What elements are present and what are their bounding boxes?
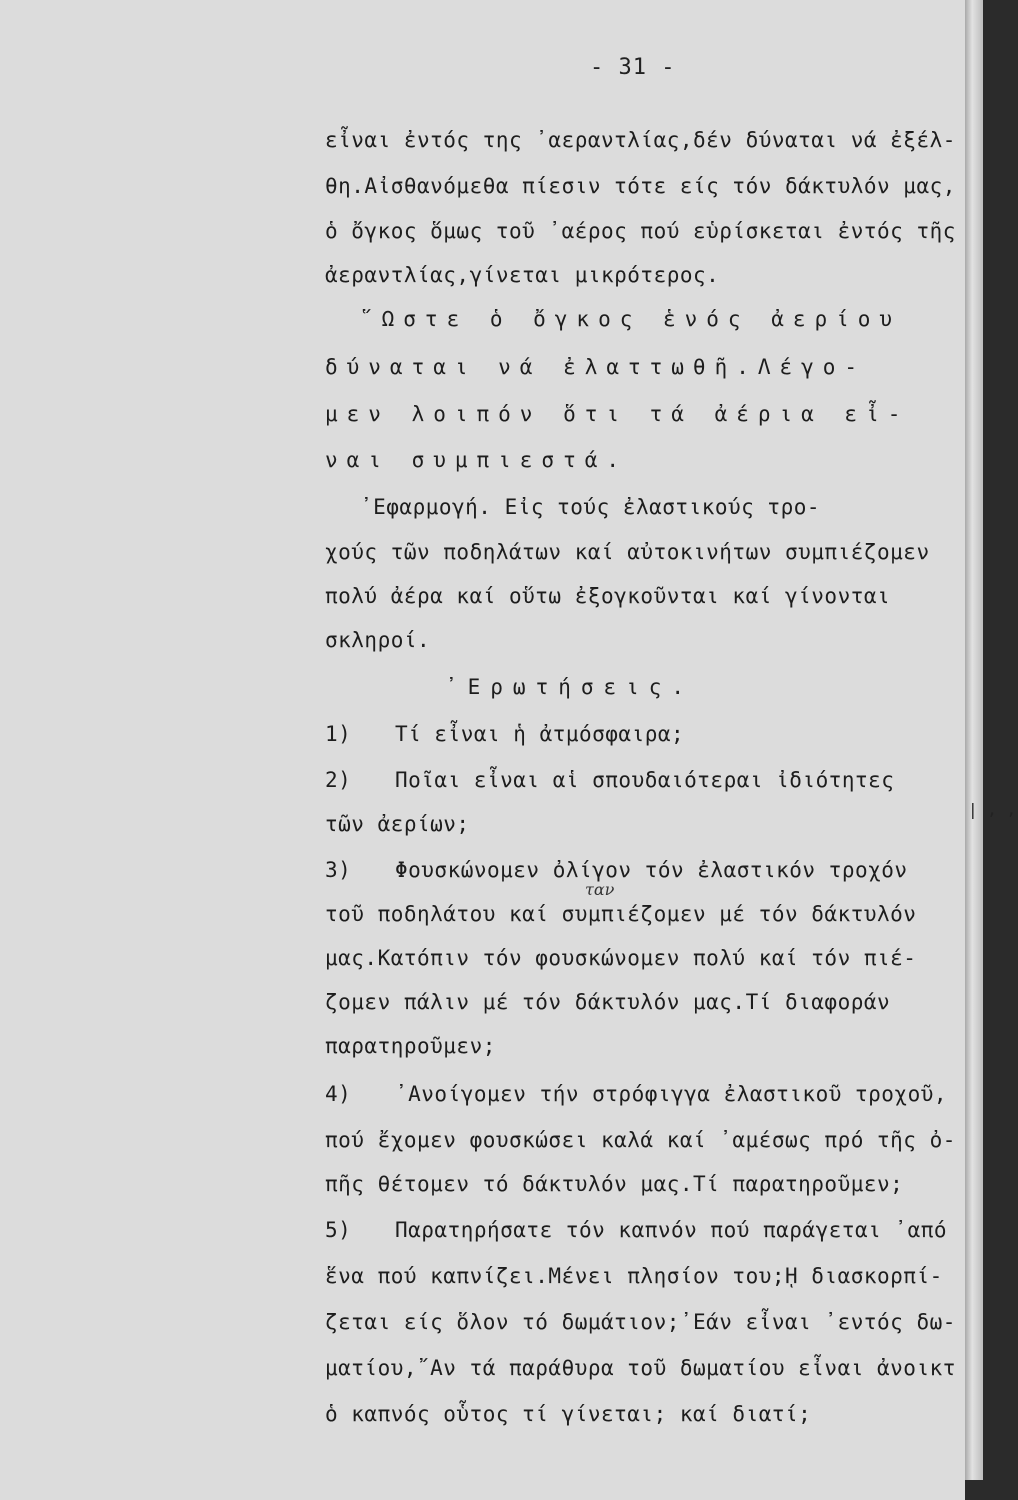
text-line: πολύ ἀέρα καί οὕτω ἐξογκοῦνται καί γίνονται — [325, 584, 891, 608]
question-number: 2) — [325, 768, 352, 792]
question-number: 1) — [325, 722, 352, 746]
handwritten-correction: ταν — [585, 880, 615, 899]
text-line: μεν λοιπόν ὅτι τά ἀέρια εἶ- — [325, 402, 910, 426]
page-edge — [965, 0, 983, 1480]
question-line — [325, 722, 684, 746]
text-line: δύναται νά ἐλαττωθῆ.Λέγο- — [325, 355, 867, 379]
question-number: 5) — [325, 1218, 352, 1242]
text-line: ναι συμπιεστά. — [325, 448, 629, 472]
question-text: ᾽Ανοίγομεν τήν στρόφιγγα ἐλαστικοῦ τροχοῦ, — [395, 1082, 948, 1106]
text-line: τοῦ ποδηλάτου καί συμπιέζομεν μέ τόν δάκτυλόν — [325, 902, 917, 926]
page-number: - 31 - — [590, 55, 676, 80]
text-line: ᾽Εφαρμογή. Εἰς τούς ἐλαστικούς τρο- — [360, 495, 821, 519]
question-number: 4) — [325, 1082, 352, 1106]
question-text: Φουσκώνομεν ὀλίγον τόν ἐλαστικόν τροχόν — [395, 858, 908, 882]
section-heading: ᾽Ερωτήσεις. — [445, 675, 695, 699]
question-line — [325, 1218, 947, 1242]
text-line: σκληροί. — [325, 628, 431, 652]
question-text: Παρατηρήσατε τόν καπνόν πού παράγεται ᾽από — [395, 1218, 948, 1242]
text-line: ματίου,῎Αν τά παράθυρα τοῦ δωματίου εἶναι ἀνοικτ — [325, 1356, 956, 1380]
text-line: ὁ καπνός οὗτος τί γίνεται; καί διατί; — [325, 1402, 812, 1426]
text-line: ἀεραντλίας,γίνεται μικρότερος. — [325, 263, 720, 287]
text-line: θη.Αἰσθανόμεθα πίεσιν τότε είς τόν δάκτυλόν μας, — [325, 174, 956, 198]
question-text: Τί εἶναι ἡ ἀτμόσφαιρα; — [395, 722, 685, 746]
text-line: χούς τῶν ποδηλάτων καί αὐτοκινήτων συμπιέζομεν — [325, 540, 930, 564]
text-line: εἶναι ἐντός της ᾽αεραντλίας,δέν δύναται νά ἐξέλ- — [325, 128, 956, 152]
text-line: ἕνα πού καπνίζει.Μένει πλησίον του;ῌ διασκορπί- — [325, 1264, 943, 1288]
text-line: ζεται είς ὅλον τό δωμάτιον;᾽Εάν εἶναι ᾽εντός δω- — [325, 1310, 956, 1334]
question-line — [325, 768, 894, 792]
text-line: ζομεν πάλιν μέ τόν δάκτυλόν μας.Τί διαφοράν — [325, 990, 891, 1014]
text-line: παρατηροῦμεν; — [325, 1034, 496, 1058]
question-line — [325, 858, 908, 882]
text-line: πού ἔχομεν φουσκώσει καλά καί ᾽αμέσως πρό τῆς ὀ- — [325, 1128, 956, 1152]
text-line: τῶν ἀερίων; — [325, 812, 470, 836]
question-line — [325, 1082, 947, 1106]
text-line: πῆς θέτομεν τό δάκτυλόν μας.Τί παρατηροῦμεν; — [325, 1172, 904, 1196]
margin-marks: | , , — [968, 800, 1017, 819]
question-number: 3) — [325, 858, 352, 882]
question-text: Ποῖαι εἶναι αἱ σπουδαιότεραι ἰδιότητες — [395, 768, 895, 792]
text-line: ὁ ὄγκος ὅμως τοῦ ᾽αέρος πού εὑρίσκεται ἐντός τῆς — [325, 219, 956, 243]
text-line: ῞Ωστε ὁ ὄγκος ἑνός ἀερίου — [360, 307, 902, 331]
text-line: μας.Κατόπιν τόν φουσκώνομεν πολύ καί τόν πιέ- — [325, 946, 917, 970]
